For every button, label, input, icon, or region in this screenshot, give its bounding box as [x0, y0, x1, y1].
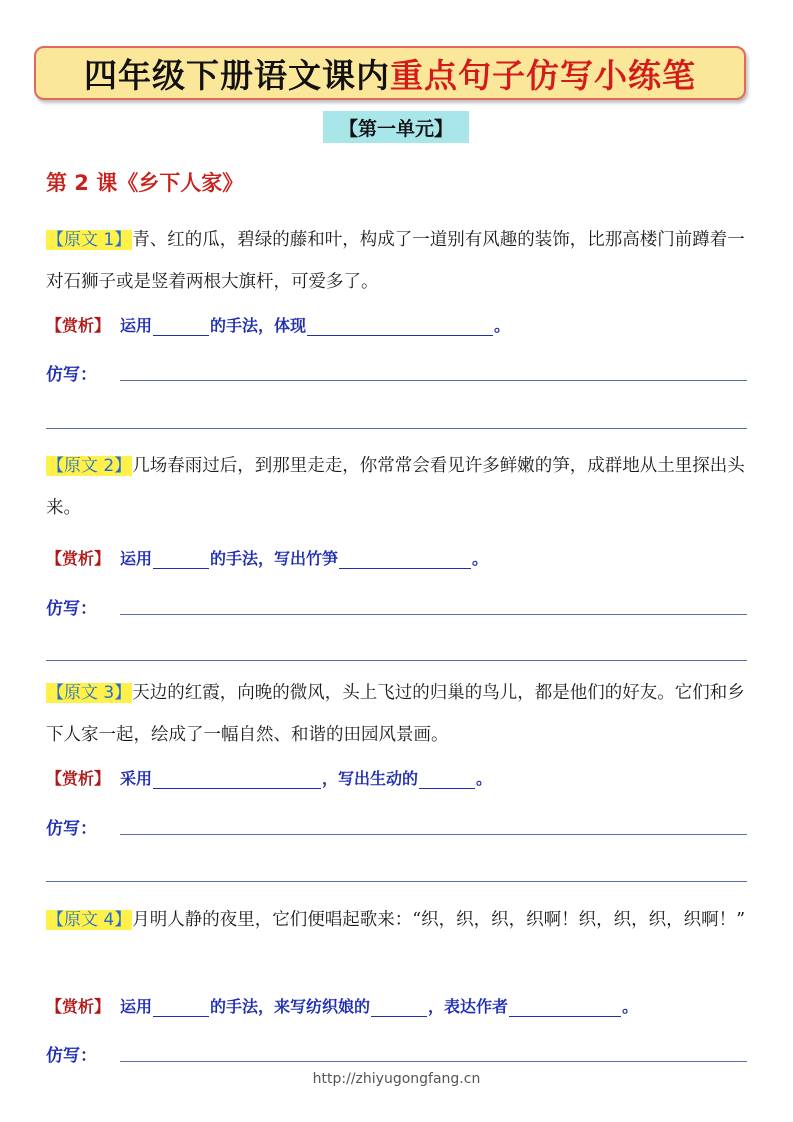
analysis-text: 运用	[120, 549, 153, 568]
original-tag-1: 【原文 1】	[47, 230, 132, 250]
answer-blank[interactable]	[153, 551, 209, 569]
imitate-label-4: 仿写：	[46, 1046, 97, 1066]
analysis-tag-4: 【赏析】	[46, 997, 111, 1016]
analysis-tag-3: 【赏析】	[46, 769, 111, 788]
writing-line[interactable]	[46, 428, 747, 429]
footer-url: http://zhiyugongfang.cn	[312, 1071, 481, 1087]
analysis-line-2	[46, 546, 488, 569]
analysis-line-1	[46, 313, 510, 336]
answer-blank[interactable]	[371, 999, 427, 1017]
imitate-label-2: 仿写：	[46, 599, 97, 619]
analysis-text: 。	[476, 769, 493, 788]
answer-blank[interactable]	[509, 999, 621, 1017]
analysis-text: 的手法，来写纺织娘的	[210, 997, 371, 1016]
page-title-black: 四年级下册语文课内	[84, 55, 390, 95]
analysis-text: 的手法，写出竹笋	[210, 549, 339, 568]
analysis-text: 。	[622, 997, 639, 1016]
answer-blank[interactable]	[153, 771, 321, 789]
analysis-line-3	[46, 766, 492, 789]
analysis-text: 运用	[120, 997, 153, 1016]
original-sentence-1	[46, 219, 751, 303]
unit-heading: 【第一单元】	[323, 111, 469, 143]
analysis-text: 采用	[120, 769, 153, 788]
answer-blank[interactable]	[419, 771, 475, 789]
writing-line[interactable]	[120, 614, 747, 615]
answer-blank[interactable]	[307, 318, 493, 336]
original-tag-4: 【原文 4】	[47, 910, 132, 930]
writing-line[interactable]	[120, 380, 747, 381]
analysis-text: ，表达作者	[428, 997, 509, 1016]
original-text-3: 天边的红霞，向晚的微风，头上飞过的归巢的鸟儿，都是他们的好友。它们和乡下人家一起，绘成了一幅自然、和谐的田园风景画。	[46, 683, 745, 745]
writing-line[interactable]	[46, 660, 747, 661]
analysis-text: 。	[494, 316, 511, 335]
lesson-title: 第 2 课《乡下人家》	[46, 171, 244, 195]
writing-line[interactable]	[120, 834, 747, 835]
analysis-text: 运用	[120, 316, 153, 335]
original-tag-2: 【原文 2】	[47, 456, 132, 476]
original-tag-3: 【原文 3】	[47, 683, 132, 703]
analysis-line-4	[46, 994, 638, 1017]
analysis-tag-1: 【赏析】	[46, 316, 111, 335]
original-sentence-3	[46, 672, 751, 756]
original-sentence-4	[46, 899, 751, 941]
original-text-2: 几场春雨过后，到那里走走，你常常会看见许多鲜嫩的笋，成群地从土里探出头来。	[46, 456, 745, 518]
page-title-red: 重点句子仿写小练笔	[390, 55, 696, 95]
answer-blank[interactable]	[339, 551, 471, 569]
answer-blank[interactable]	[153, 318, 209, 336]
writing-line[interactable]	[46, 881, 747, 882]
analysis-text: ，写出生动的	[322, 769, 419, 788]
page-title-banner	[34, 46, 746, 100]
original-sentence-2	[46, 445, 751, 529]
original-text-1: 青、红的瓜，碧绿的藤和叶，构成了一道别有风趣的装饰，比那高楼门前蹲着一对石狮子或是竖着两根大旗杆，可爱多了。	[46, 230, 745, 292]
answer-blank[interactable]	[153, 999, 209, 1017]
imitate-label-1: 仿写：	[46, 365, 97, 385]
analysis-text: 。	[472, 549, 489, 568]
writing-line[interactable]	[120, 1061, 747, 1062]
original-text-4: 月明人静的夜里，它们便唱起歌来：“织，织，织，织啊！织，织，织，织啊！”	[132, 910, 746, 930]
analysis-tag-2: 【赏析】	[46, 549, 111, 568]
imitate-label-3: 仿写：	[46, 819, 97, 839]
analysis-text: 的手法，体现	[210, 316, 307, 335]
